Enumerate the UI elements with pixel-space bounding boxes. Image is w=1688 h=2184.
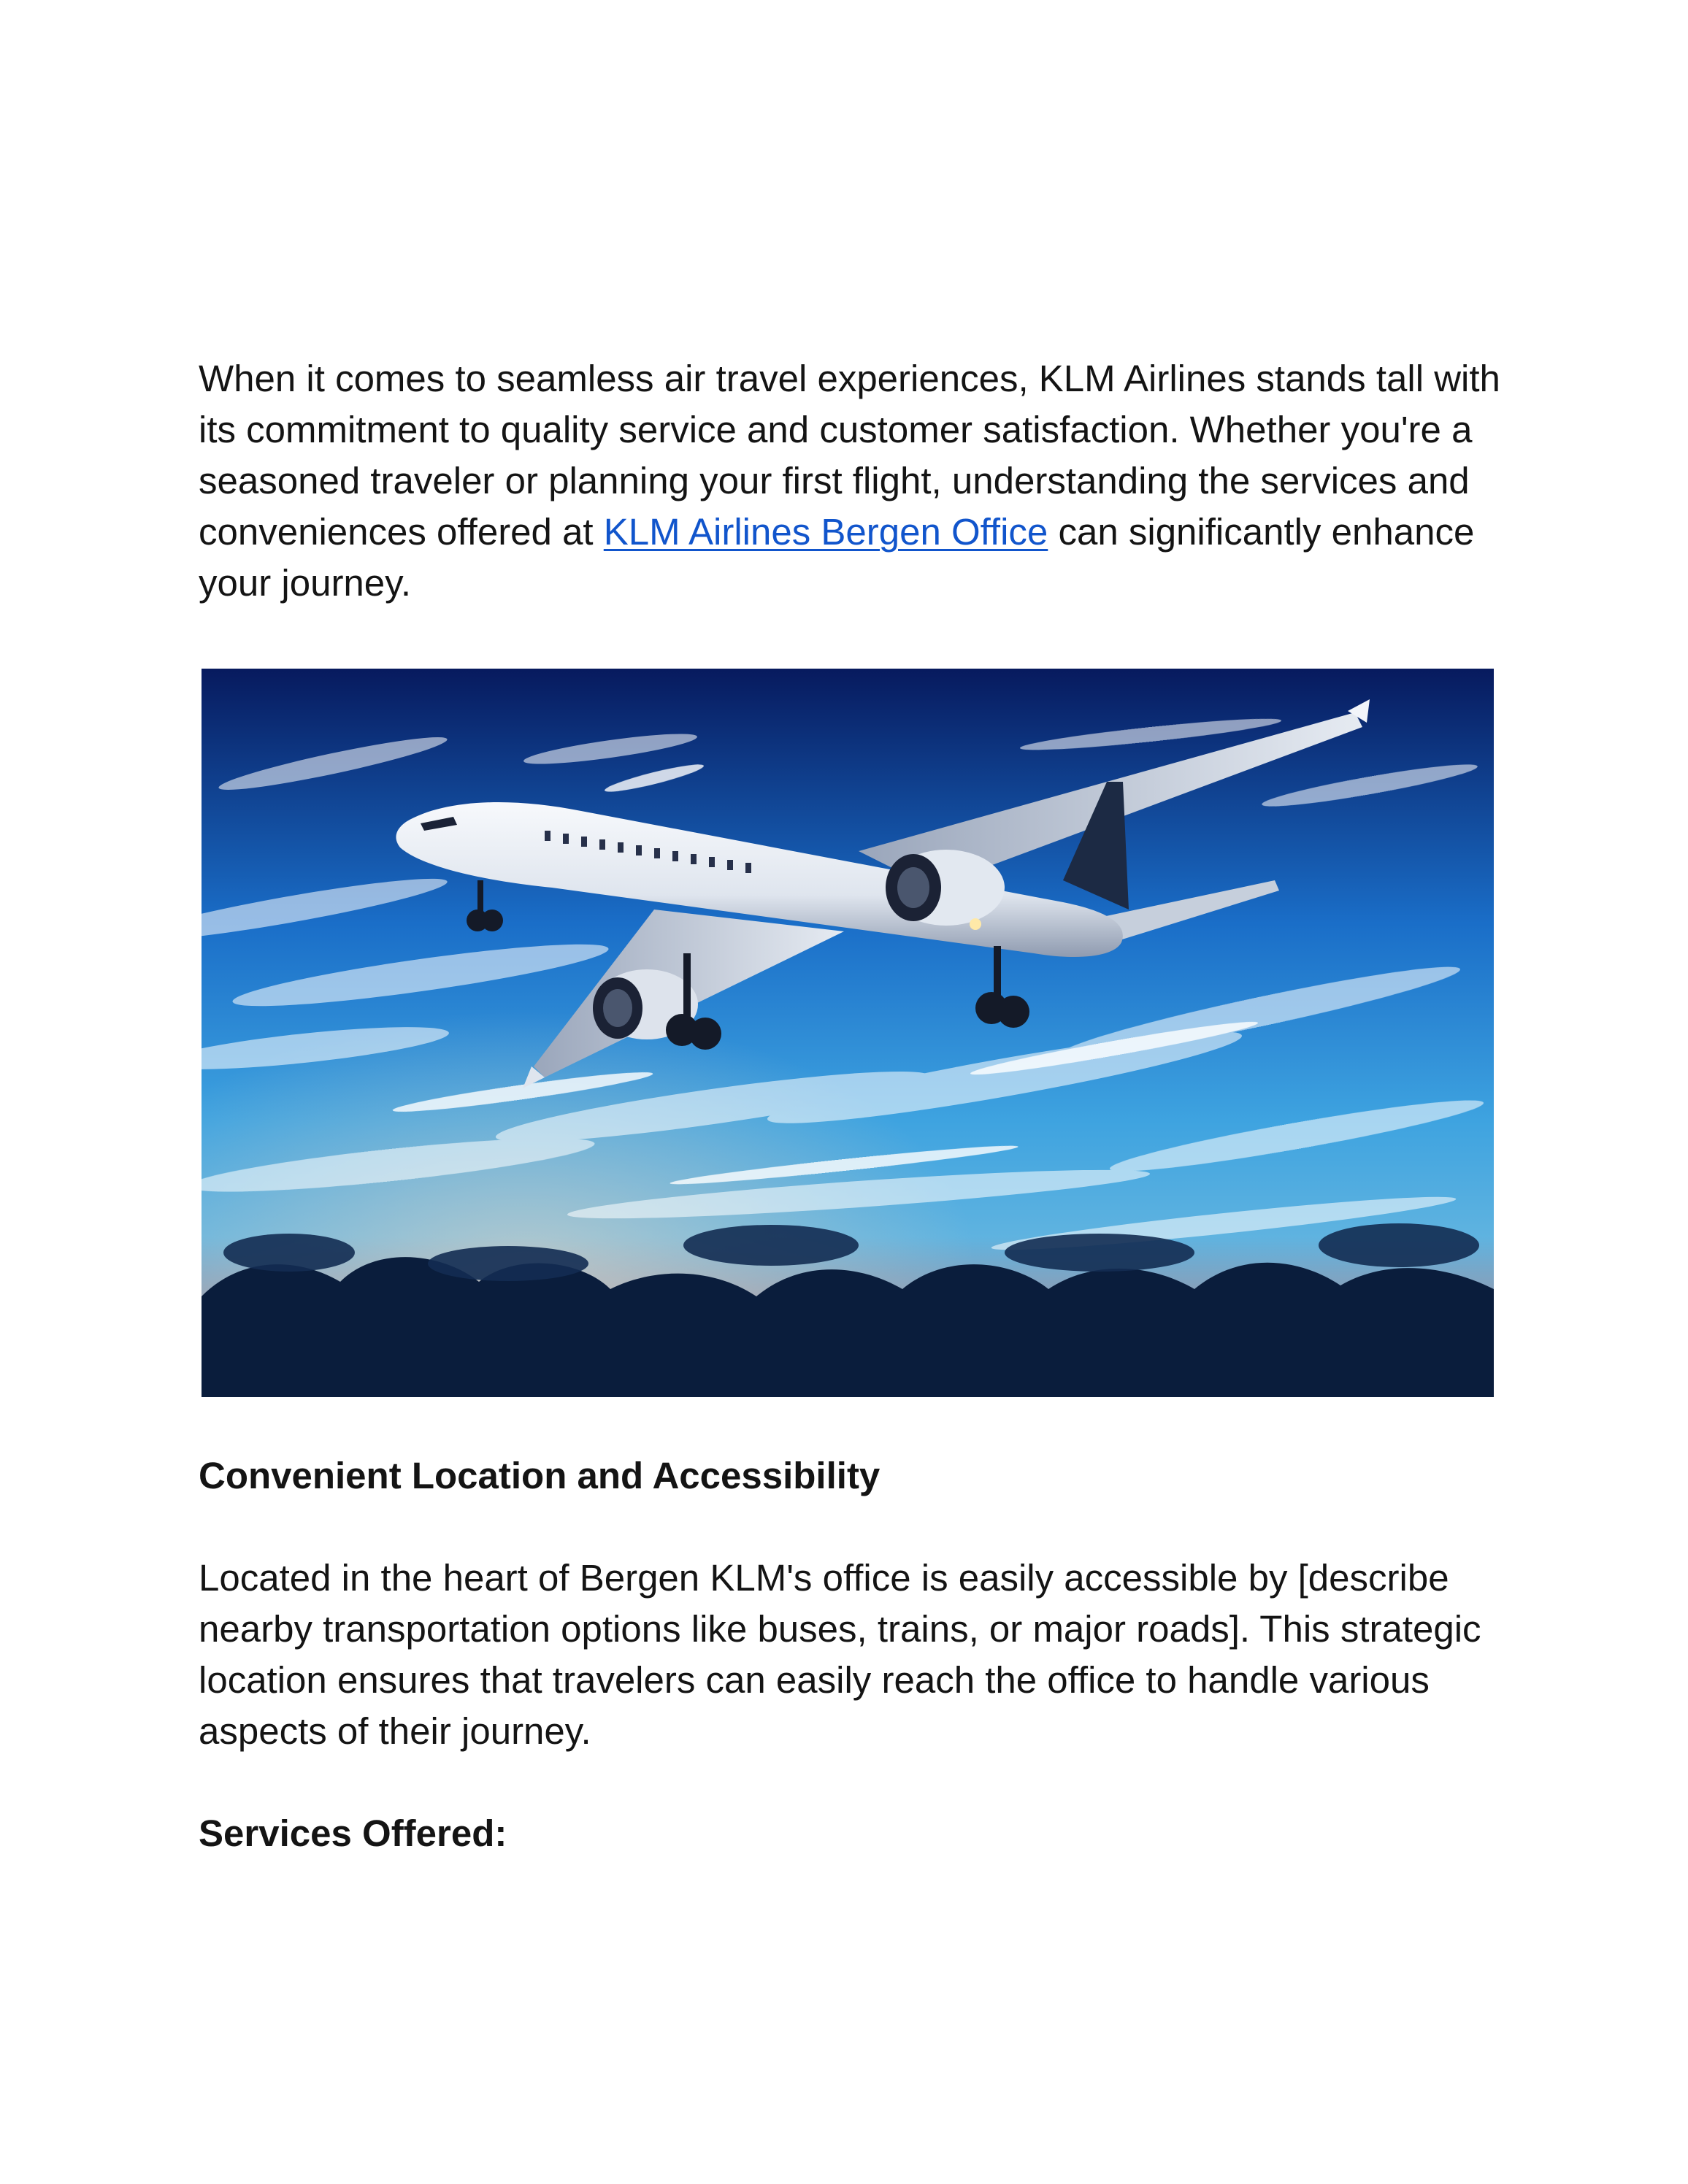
services-heading: Services Offered:: [199, 1812, 507, 1854]
intro-paragraph: [199, 353, 1505, 609]
intro-text-before-link: When it comes to seamless air travel experiences, KLM Airlines stands tall with its commitment to quality service and customer satisfaction. Whether you're a seasoned traveler or planning your first flight, understanding the services and conveniences offered at: [199, 358, 1500, 553]
location-heading: Convenient Location and Accessibility: [199, 1455, 881, 1496]
klm-bergen-office-link[interactable]: KLM Airlines Bergen Office: [603, 511, 1048, 553]
intro-text-after-link: can significantly enhance your journey.: [199, 511, 1475, 604]
airplane-in-sky-photo-icon: [202, 669, 1494, 1397]
location-paragraph: Located in the heart of Bergen KLM's office is easily accessible by [describe nearby transportation options like buses, trains, or major roads]. This strategic location ensures that travelers can easily reach the office to handle various aspects of their journey.: [199, 1557, 1481, 1752]
airplane-photo: [202, 669, 1494, 1397]
